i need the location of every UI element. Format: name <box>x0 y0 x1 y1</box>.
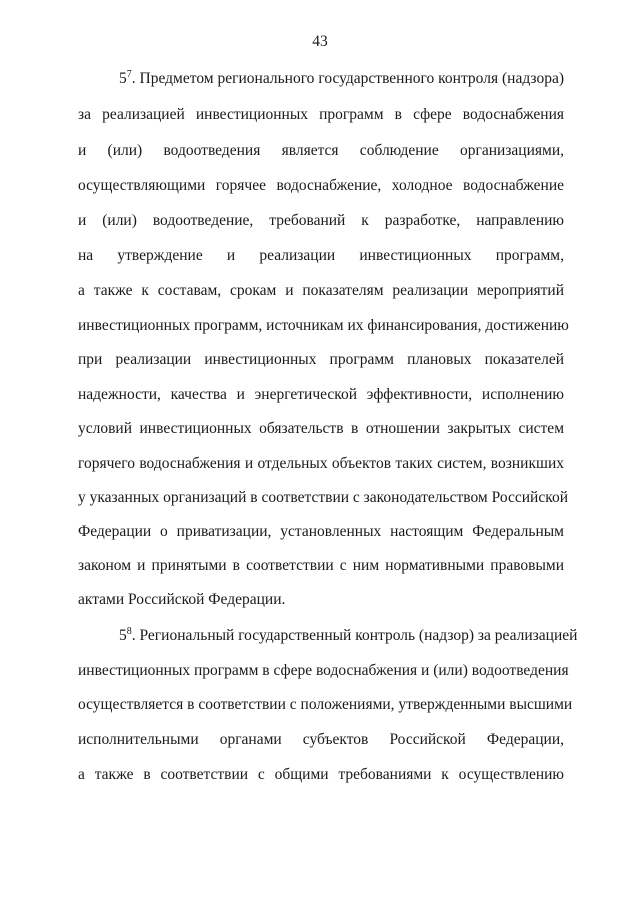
paragraph-2-number: 5 <box>119 627 127 644</box>
paragraph-2-line-5: а также в соответствии с общими требованиями к осуществлению <box>78 766 564 783</box>
paragraph-1-line-13: у указанных организаций в соответствии с законодательством Российской <box>78 489 568 506</box>
paragraph-1-line-3: и (или) водоотведения является соблюдение организациями, <box>78 142 564 159</box>
paragraph-2-line-4: исполнительными органами субъектов Российской Федерации, <box>78 731 564 748</box>
paragraph-1-line-1-text: . Предметом регионального государственного контроля (надзора) <box>131 70 564 87</box>
paragraph-2-line-3: осуществляется в соответствии с положениями, утвержденными высшими <box>78 696 573 713</box>
paragraph-1-line-4: осуществляющими горячее водоснабжение, холодное водоснабжение <box>78 177 564 194</box>
paragraph-1-superscript: 7 <box>126 69 132 80</box>
paragraph-2-line-1-text: . Региональный государственный контроль (надзор) за реализацией <box>131 627 578 644</box>
paragraph-2-line-2: инвестиционных программ в сфере водоснабжения и (или) водоотведения <box>78 662 569 679</box>
paragraph-1-line-12: горячего водоснабжения и отдельных объектов таких систем, возникших <box>78 455 564 472</box>
page-number: 43 <box>312 33 328 50</box>
paragraph-1-line-8: инвестиционных программ, источникам их финансирования, достижению <box>78 317 569 334</box>
paragraph-1-number: 5 <box>119 70 127 87</box>
paragraph-2-superscript: 8 <box>126 626 132 637</box>
paragraph-1-line-14: Федерации о приватизации, установленных настоящим Федеральным <box>78 523 564 540</box>
paragraph-1-line-11: условий инвестиционных обязательств в отношении закрытых систем <box>78 420 564 437</box>
paragraph-1-line-1 <box>119 69 564 89</box>
paragraph-1-line-2: за реализацией инвестиционных программ в сфере водоснабжения <box>78 106 564 123</box>
paragraph-1-line-10: надежности, качества и энергетической эффективности, исполнению <box>78 386 564 403</box>
paragraph-1-line-7: а также к составам, срокам и показателям реализации мероприятий <box>78 282 564 299</box>
paragraph-1-line-6: на утверждение и реализации инвестиционных программ, <box>78 247 564 264</box>
paragraph-1-line-9: при реализации инвестиционных программ плановых показателей <box>78 351 564 368</box>
paragraph-1-line-5: и (или) водоотведение, требований к разработке, направлению <box>78 212 564 229</box>
paragraph-1-line-16: актами Российской Федерации. <box>78 591 286 608</box>
paragraph-1-line-15: законом и принятыми в соответствии с ним нормативными правовыми <box>78 557 564 574</box>
paragraph-2-line-1 <box>119 626 578 646</box>
